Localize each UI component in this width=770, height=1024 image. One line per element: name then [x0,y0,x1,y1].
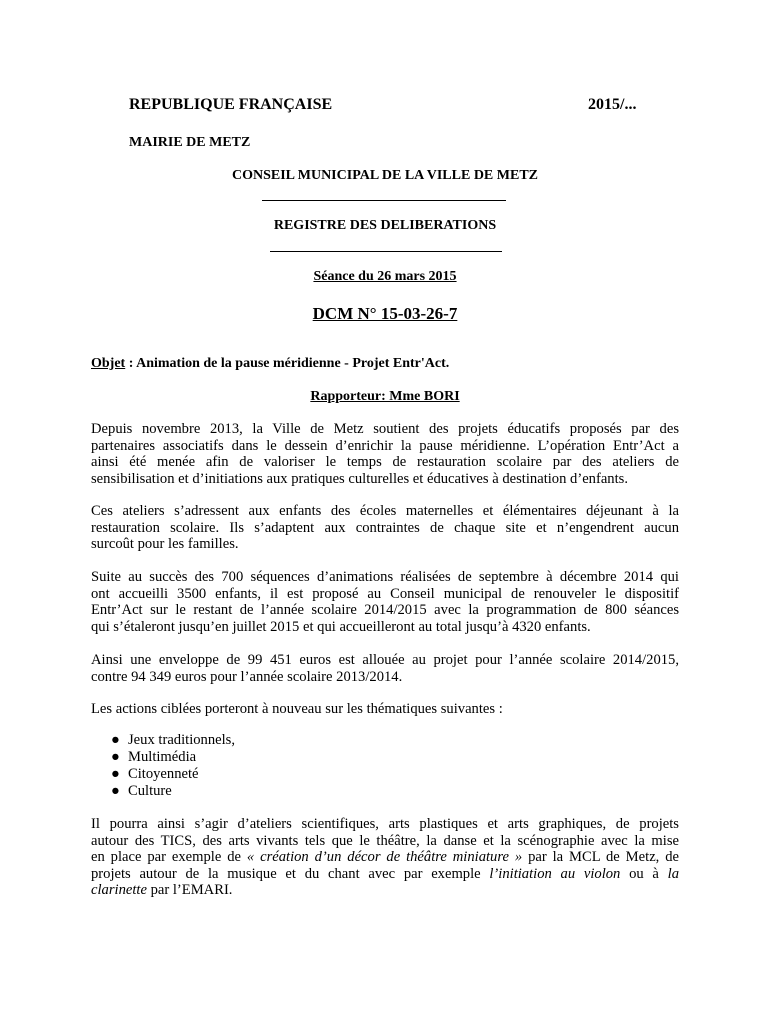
reference-year: 2015/... [588,96,637,113]
bullet-icon: ● [111,749,120,765]
bullet-icon: ● [111,732,120,748]
paragraph-line: partenaires associatifs dans le dessein d’enrichir la pause méridienne. L’opération Entr’Act a [91,437,679,454]
paragraph-3 [91,569,679,635]
paragraph-line: restauration scolaire. Ils s’adaptent aux contraintes de chaque site et n’engendrent aucun [91,519,679,536]
divider-2 [270,251,502,252]
paragraph-line: autour des TICS, des arts vivants tels que le théâtre, la danse et la scénographie avec la mise [91,832,679,849]
italic-phrase: l’initiation au violon [489,865,621,882]
paragraph-line: surcoût pour les familles. [91,536,239,552]
paragraph-line: Entr’Act sur le restant de l’année scolaire 2014/2015 avec la programmation de 800 séances [91,602,679,618]
objet-text: : Animation de la pause méridienne - Projet Entr'Act. [125,356,450,371]
paragraph-line: clarinette par l’EMARI. [91,882,233,898]
list-item: ● Jeux traditionnels, [111,732,236,748]
bullet-icon: ● [111,766,120,782]
paragraph-line: contre 94 349 euros pour l’année scolaire 2013/2014. [91,668,403,685]
paragraph-line: Depuis novembre 2013, la Ville de Metz soutient des projets éducatifs proposés par des [91,421,679,437]
mairie-title: MAIRIE DE METZ [129,135,251,150]
paragraph-line: ont accueilli 3500 enfants, il est proposé au Conseil municipal de renouveler le dispositif [91,585,679,602]
paragraph-6 [91,816,679,899]
italic-phrase: clarinette [91,882,147,898]
registry-title: REGISTRE DES DELIBERATIONS [273,218,497,233]
session-date: Séance du 26 mars 2015 [313,269,457,284]
paragraph-line: Il pourra ainsi s’agir d’ateliers scientifiques, arts plastiques et arts graphiques, de projets [91,816,679,832]
dcm-number: DCM N° 15-03-26-7 [312,304,458,323]
italic-phrase: « création d’un décor de théâtre miniature » [246,849,523,865]
paragraph-line: Suite au succès des 700 séquences d’animations réalisées de septembre à décembre 2014 qui [91,569,679,585]
objet-line [91,356,449,372]
paragraph-line: qui s’étaleront jusqu’en juillet 2015 et qui accueilleront au total jusqu’à 4320 enfants. [91,618,591,635]
themes-list [91,732,235,800]
republic-title: REPUBLIQUE FRANÇAISE [129,96,333,113]
paragraph-line: ainsi été menée afin de valoriser le temps de restauration scolaire par des ateliers de [91,454,679,470]
divider-1 [262,200,506,201]
paragraph-line: en place par exemple de « création d’un décor de théâtre miniature » par la MCL de Metz, de [91,849,679,865]
paragraph-line: sensibilisation et d’initiations aux pratiques culturelles et éducatives à destination d’enfants. [91,470,628,487]
council-title: CONSEIL MUNICIPAL DE LA VILLE DE METZ [232,168,538,183]
bullet-icon: ● [111,783,120,799]
objet-label: Objet [91,356,126,371]
italic-phrase: la [667,865,679,882]
paragraph-2 [91,503,679,553]
paragraph-line: Ainsi une enveloppe de 99 451 euros est allouée au projet pour l’année scolaire 2014/2015, [91,652,679,668]
list-item: ● Culture [111,783,172,799]
paragraph-line: Ces ateliers s’adressent aux enfants des écoles maternelles et élémentaires déjeunant à la [91,503,679,519]
paragraph-line: projets autour de la musique et du chant avec par exemple l’initiation au violon ou à la [91,865,679,882]
list-item: ● Citoyenneté [111,766,199,782]
paragraph-4 [91,652,679,685]
paragraph-1 [91,421,679,487]
list-item: ● Multimédia [111,749,197,765]
rapporteur: Rapporteur: Mme BORI [310,389,460,404]
paragraph-line: Les actions ciblées porteront à nouveau sur les thématiques suivantes : [91,701,503,717]
paragraph-5 [91,701,679,718]
